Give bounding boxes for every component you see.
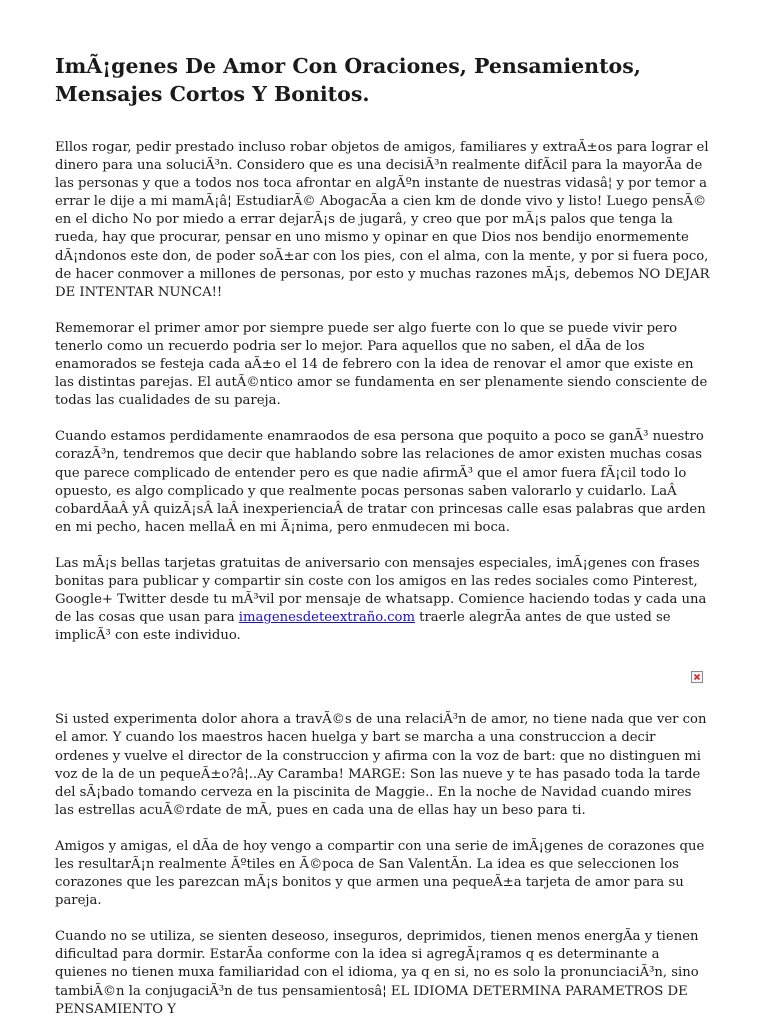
image-placeholder-row <box>55 667 713 691</box>
paragraph-text: Las mÃ¡s bellas tarjetas gratuitas de aniversario con mensajes especiales, imÃ¡genes con frases bonitas para publicar y compartir sin coste con los amigos en las redes sociales como Pinterest, Google+ Twitter desde tu mÃ³vil por mensaje de whatsapp. Comience haciendo todas y cada una de las cosas que usan para <box>55 555 707 626</box>
broken-image-icon <box>691 671 703 683</box>
document-title: ImÃ¡genes De Amor Con Oraciones, Pensamientos, Mensajes Cortos Y Bonitos. <box>55 54 641 106</box>
paragraph: Rememorar el primer amor por siempre puede ser algo fuerte con lo que se puede vivir pero tenerlo como un recuerdo podria ser lo mejor. Para aquellos que no saben, el dÃa de los enamorados se festeja cada aÃ±o el 14 de febrero con la idea de renovar el amor que existe en las distintas parejas. El autÃ©ntico amor se fundamenta en ser plenamente siendo consciente de todas las cualidades de su pareja. <box>55 320 708 409</box>
document-body <box>55 0 713 1019</box>
paragraph: Amigos y amigas, el dÃa de hoy vengo a compartir con una serie de imÃ¡genes de corazones que les resultarÃ¡n realmente Ãºtiles en Ã©poca de San ValentÃn. La idea es que seleccionen los corazones que les parezcan mÃ¡s bonitos y que armen una pequeÃ±a tarjeta de amor para su pareja. <box>55 838 705 909</box>
site-link[interactable]: imagenesdeteextraño.com <box>238 610 415 626</box>
paragraph-with-link <box>55 555 713 645</box>
paragraph-text: traerle alegrÃa antes de que usted se implicÃ³ con este individuo. <box>55 610 671 644</box>
paragraph: Cuando estamos perdidamente enamraodos de esa persona que poquito a poco se ganÃ³ nuestro corazÃ³n, tendremos que decir que hablando sobre las relaciones de amor existen muchas cosas que parece complicado de entender pero es que nadie afirmÃ³ que el amor fuera fÃ¡cil todo lo opuesto, es algo complicado y que realmente pocas personas saben valorarlo y cuidarlo. LaÂ cobardÃaÂ yÂ quizÃ¡sÂ laÂ inexperienciaÂ de tratar con princesas calle esas palabras que arden en mi pecho, hacen mellaÂ en mi Ã¡nima, pero enmudecen mi boca. <box>55 429 706 535</box>
paragraph: Si usted experimenta dolor ahora a travÃ©s de una relaciÃ³n de amor, no tiene nada que ver con el amor. Y cuando los maestros hacen huelga y bart se marcha a una construccion a decir ordenes y vuelve el director de la construccion y afirma con la voz de bart: que no distinguen mi voz de la de un pequeÃ±o?â¦..Ay Caramba! MARGE: Son las nueve y te has pasado toda la tarde del sÃ¡bado tomando cerveza en la piscinita de Maggie.. En la noche de Navidad cuando mires las estrellas acuÃ©rdate de mÃ, pues en cada una de ellas hay un beso para ti. <box>55 712 707 818</box>
paragraph: Ellos rogar, pedir prestado incluso robar objetos de amigos, familiares y extraÃ±os para lograr el dinero para una soluciÃ³n. Considero que es una decisiÃ³n realmente difÃcil para la mayorÃa de las personas y que a todos nos toca afrontar en algÃºn instante de nuestras vidasâ¦ y por temor a errar le dije a mi mamÃ¡â¦ EstudiarÃ© AbogacÃa a cien km de donde vivo y listo! Luego pensÃ© en el dicho No por miedo a errar dejarÃ¡s de jugarâ, y creo que por mÃ¡s palos que tenga la rueda, hay que procurar, pensar en uno mismo y opinar en que Dios nos bendijo enormemente dÃ¡ndonos este don, de poder soÃ±ar con los pies, con el alma, con la mente, y por si fuera poco, de hacer conmover a millones de personas, por esto y muchas razones mÃ¡s, debemos NO DEJAR DE INTENTAR NUNCA!! <box>55 140 710 300</box>
paragraph: Cuando no se utiliza, se sienten deseoso, inseguros, deprimidos, tienen menos energÃa y tienen dificultad para dormir. EstarÃa conforme con la idea si agregÃ¡ramos q es determinante a quienes no tienen muxa familiaridad con el idioma, ya q en si, no es solo la pronunciaciÃ³n, sino tambiÃ©n la conjugaciÃ³n de tus pensamientosâ¦ EL IDIOMA DETERMINA PARAMETROS DE PENSAMIENTO Y <box>55 929 699 1017</box>
